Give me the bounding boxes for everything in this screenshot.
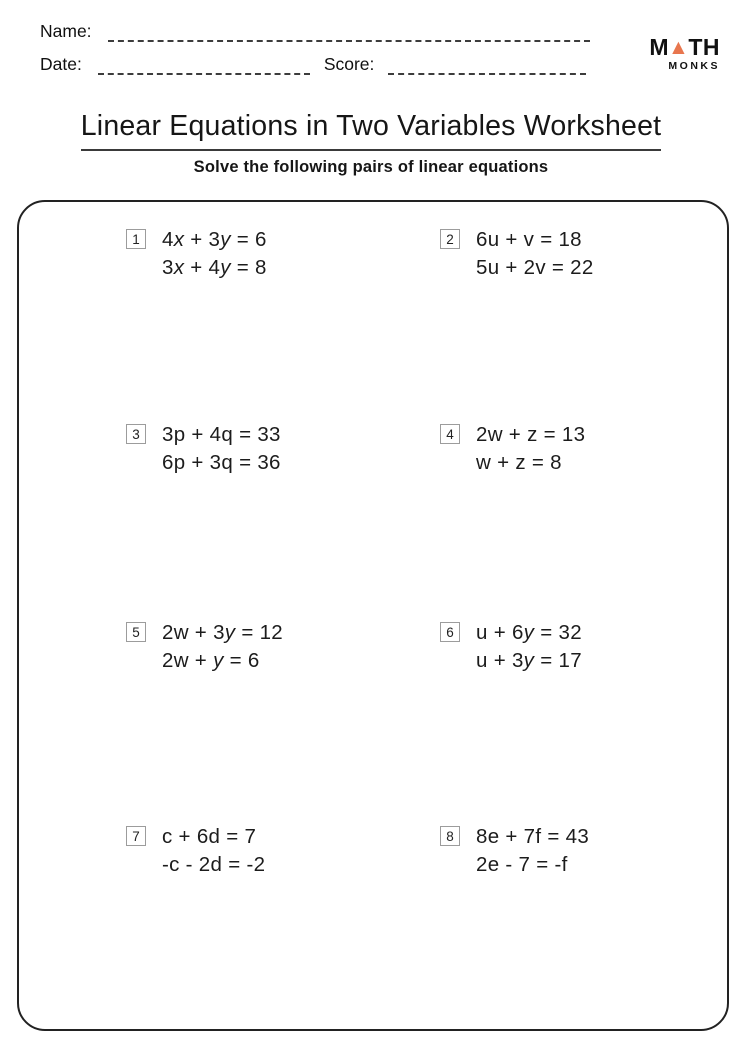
logo-word-start: M — [649, 34, 670, 60]
equation-pair — [162, 823, 265, 878]
problem-1 — [126, 226, 267, 281]
problem-8 — [440, 823, 589, 878]
name-label: Name: — [40, 21, 92, 41]
problem-number-badge: 6 — [440, 622, 460, 642]
equation-pair — [476, 421, 585, 476]
logo-word-end: TH — [688, 34, 720, 60]
equation-line: 4x + 3y = 6 — [162, 228, 267, 251]
date-field[interactable] — [98, 73, 310, 75]
equation-line: 3x + 4y = 8 — [162, 255, 267, 279]
equation-pair — [476, 823, 589, 878]
equation-pair — [162, 619, 283, 674]
title-wrap — [0, 110, 742, 151]
problem-number-badge: 5 — [126, 622, 146, 642]
problem-number-badge: 8 — [440, 826, 460, 846]
equation-line: 8e + 7f = 43 — [476, 825, 590, 848]
equation-line: 2w + z = 13 — [476, 423, 586, 446]
problem-6 — [440, 619, 582, 674]
equation-line: 6p + 3q = 36 — [162, 450, 281, 474]
problem-5 — [126, 619, 283, 674]
score-field[interactable] — [388, 73, 586, 75]
instructions: Solve the following pairs of linear equations — [193, 158, 549, 176]
problem-number-badge: 4 — [440, 424, 460, 444]
problem-number-badge: 3 — [126, 424, 146, 444]
header — [0, 0, 742, 96]
problem-4 — [440, 421, 585, 476]
problems-box — [17, 200, 729, 1031]
problem-2 — [440, 226, 594, 281]
equation-pair — [162, 421, 281, 476]
equation-line: -c - 2d = -2 — [162, 852, 266, 876]
equation-pair — [476, 619, 582, 674]
equation-line: u + 6y = 32 — [476, 621, 582, 644]
name-row — [40, 19, 600, 43]
equation-line: 3p + 4q = 33 — [162, 423, 281, 446]
equation-pair — [476, 226, 594, 281]
math-monks-logo — [649, 36, 720, 72]
logo-bottom-line: MONKS — [668, 60, 720, 72]
triangle-icon: ▲ — [668, 36, 690, 59]
equation-line: 2e - 7 = -f — [476, 852, 568, 876]
problem-number-badge: 7 — [126, 826, 146, 846]
date-label: Date: — [40, 54, 82, 74]
equation-pair — [162, 226, 267, 281]
name-field[interactable] — [108, 40, 590, 42]
problem-number-badge: 2 — [440, 229, 460, 249]
problem-3 — [126, 421, 281, 476]
equation-line: 5u + 2v = 22 — [476, 255, 594, 279]
equation-line: 6u + v = 18 — [476, 228, 582, 251]
logo-top-line — [649, 36, 720, 59]
equation-line: 2w + 3y = 12 — [162, 621, 284, 644]
equation-line: c + 6d = 7 — [162, 825, 257, 848]
page-title: Linear Equations in Two Variables Worksheet — [81, 110, 662, 151]
equation-line: u + 3y = 17 — [476, 648, 582, 672]
equation-line: 2w + y = 6 — [162, 648, 260, 672]
score-label: Score: — [323, 54, 375, 74]
problem-7 — [126, 823, 265, 878]
problem-number-badge: 1 — [126, 229, 146, 249]
equation-line: w + z = 8 — [476, 450, 562, 474]
date-score-row — [40, 52, 600, 76]
